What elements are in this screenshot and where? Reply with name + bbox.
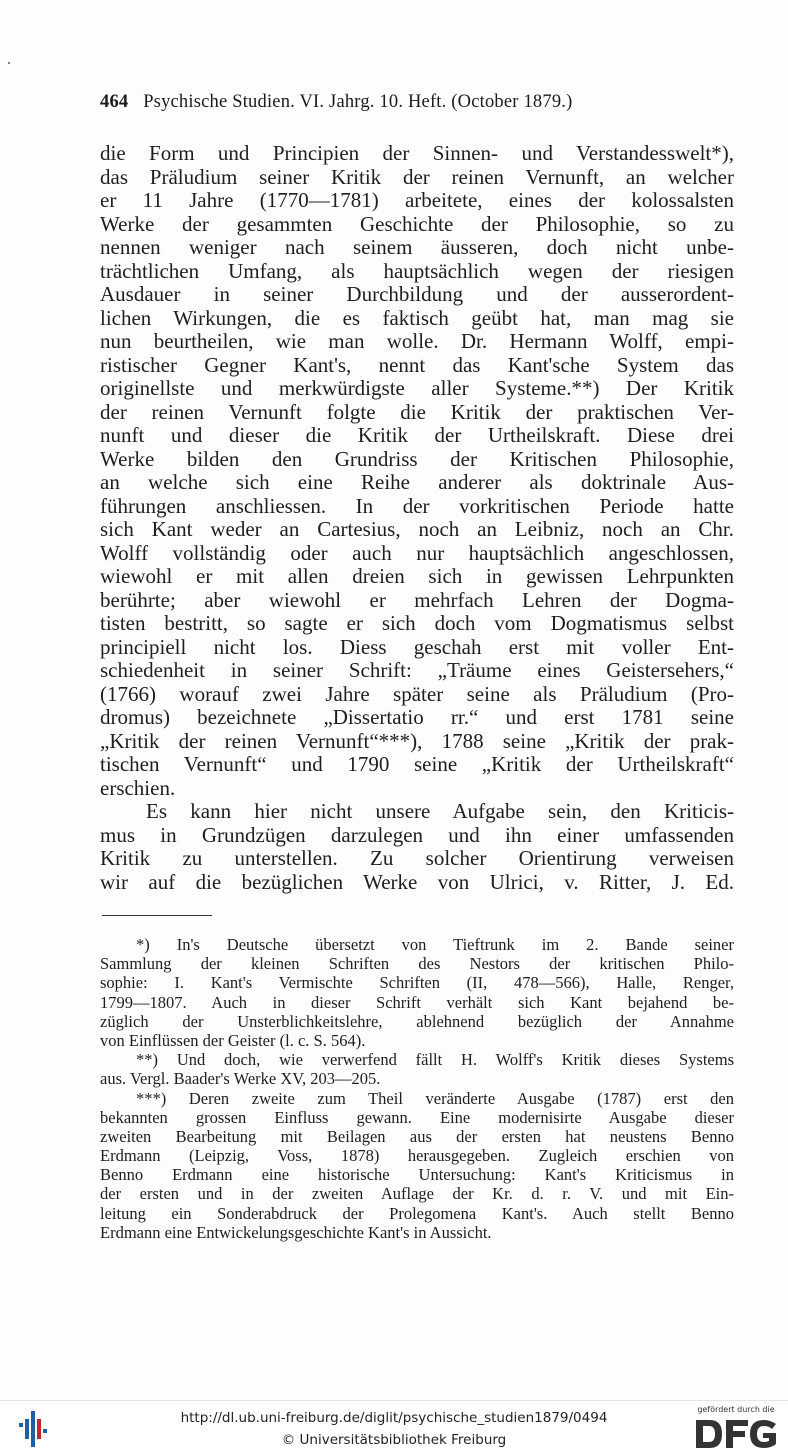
text-line: Werke bilden den Grundriss der Kritischen Philosophie, [100, 446, 734, 471]
footnote-line: *) In's Deutsche übersetzt von Tieftrunk im 2. Bande seiner [136, 935, 734, 954]
footnote-line: leitung ein Sonderabdruck der Prolegomena Kant's. Auch stellt Benno [100, 1203, 734, 1223]
text-line: Es kann hier nicht unsere Aufgabe sein, den Kriticis- [146, 799, 734, 823]
dfg-sponsor [690, 1405, 782, 1453]
text-line: führungen anschliessen. In der vorkritischen Periode hatte [100, 493, 734, 518]
source-url[interactable]: http://dl.ub.uni-freiburg.de/diglit/psychische_studien1879/0494 [180, 1410, 608, 1426]
main-text [100, 142, 734, 894]
text-line: (1766) worauf zwei Jahre später seine als Präludium (Pro- [100, 681, 734, 706]
text-line: an welche sich eine Reihe anderer als doktrinale Aus- [100, 470, 734, 494]
footnote-line: Erdmann (Leipzig, Voss, 1878) herausgegeben. Zugleich erschien von [100, 1146, 734, 1166]
text-line: nun beurtheilen, wie man wolle. Dr. Hermann Wolff, empi- [100, 329, 734, 353]
dfg-caption: gefördert durch die [697, 1405, 775, 1414]
footnote-line: **) Und doch, wie verwerfend fällt H. Wolff's Kritik dieses Systems [136, 1050, 734, 1070]
viewer-footer [0, 1400, 788, 1455]
footnotes [100, 935, 734, 1242]
text-line: das Präludium seiner Kritik der reinen Vernunft, an welcher [100, 164, 734, 189]
footnote-line: Erdmann eine Entwickelungsgeschichte Kant's in Aussicht. [100, 1222, 492, 1242]
text-line: nennen weniger nach seinem äusseren, doch nicht unbe- [100, 235, 734, 259]
text-line: erschien. [100, 775, 176, 800]
footnote-line: sophie: I. Kant's Vermischte Schriften (II, 478—566), Halle, Renger, [100, 973, 734, 993]
footnote-line: züglich der Unsterblichkeitslehre, ablehnend bezüglich der Annahme [100, 1011, 734, 1031]
footnote-line: aus. Vergl. Baader's Werke XV, 203—205. [100, 1069, 381, 1089]
text-line: sich Kant weder an Cartesius, noch an Leibniz, noch an Chr. [100, 517, 734, 541]
text-line: schiedenheit in seiner Schrift: „Träume eines Geistersehers,“ [100, 658, 734, 682]
copyright-notice: © Universitätsbibliothek Freiburg [281, 1432, 507, 1448]
footnote-line: von Einflüssen der Geister (l. c. S. 564). [100, 1030, 366, 1050]
scan-speck [8, 62, 10, 64]
running-title: Psychische Studien. VI. Jahrg. 10. Heft. (October 1879.) [143, 92, 573, 112]
text-line: wir auf die bezüglichen Werke von Ulrici, v. Ritter, J. Ed. [100, 869, 734, 894]
text-line: der reinen Vernunft folgte die Kritik der praktischen Ver- [100, 399, 734, 424]
footnote-line: zweiten Bearbeitung mit Beilagen aus der ersten hat neustens Benno [100, 1126, 734, 1146]
text-line: mus in Grundzügen darzulegen und ihn einer umfassenden [100, 822, 734, 847]
running-header [100, 92, 730, 113]
dfg-logo-icon [692, 1416, 780, 1452]
text-line: „Kritik der reinen Vernunft“***), 1788 seine „Kritik der prak- [100, 728, 734, 753]
text-line: Werke der gesammten Geschichte der Philosophie, so zu [100, 211, 734, 236]
text-line: dromus) bezeichnete „Dissertatio rr.“ und erst 1781 seine [100, 705, 734, 729]
footnote-line: der ersten und in der zweiten Auflage der Kr. d. r. V. und mit Ein- [100, 1184, 734, 1204]
text-line: Wolff vollständig oder auch nur hauptsächlich angeschlossen, [100, 540, 734, 565]
text-line: originellste und merkwürdigste aller Systeme.**) Der Kritik [100, 376, 734, 400]
text-line: ristischer Gegner Kant's, nennt das Kant'sche System das [100, 352, 734, 377]
footnote-line: ***) Deren zweite zum Theil veränderte Ausgabe (1787) erst den [136, 1088, 734, 1108]
text-line: die Form und Principien der Sinnen- und Verstandesswelt*), [100, 141, 734, 165]
text-line: tischen Vernunft“ und 1790 seine „Kritik der Urtheilskraft“ [100, 752, 734, 776]
text-line: tisten bestritt, so sagte er sich doch vom Dogmatismus selbst [100, 611, 734, 635]
text-line: nunft und dieser die Kritik der Urtheilskraft. Diese drei [100, 423, 734, 447]
text-line: wiewohl er mit allen dreien sich in gewissen Lehrpunkten [100, 564, 734, 588]
text-line: Kritik zu unterstellen. Zu solcher Orientirung verweisen [100, 846, 734, 870]
text-line: er 11 Jahre (1770—1781) arbeitete, eines der kolossalsten [100, 188, 734, 212]
footnote-line: Benno Erdmann eine historische Untersuchung: Kant's Kriticismus in [100, 1165, 734, 1185]
text-line: principiell nicht los. Diess geschah erst mit voller Ent- [100, 634, 734, 659]
text-line: Ausdauer in seiner Durchbildung und der ausserordent- [100, 282, 734, 306]
page-number: 464 [100, 92, 129, 112]
text-line: lichen Wirkungen, die es faktisch geübt hat, man mag sie [100, 305, 734, 330]
footnote-line: bekannten grossen Einfluss gewann. Eine modernisirte Ausgabe dieser [100, 1107, 734, 1127]
footnote-line: Sammlung der kleinen Schriften des Nestors der kritischen Philo- [100, 954, 734, 974]
footnote-divider [102, 915, 212, 916]
text-line: trächtlichen Umfang, als hauptsächlich wegen der riesigen [100, 258, 734, 283]
text-line: berührte; aber wiewohl er mehrfach Lehren der Dogma- [100, 587, 734, 612]
footnote-line: 1799—1807. Auch in dieser Schrift verhält sich Kant bejahend be- [100, 992, 734, 1012]
